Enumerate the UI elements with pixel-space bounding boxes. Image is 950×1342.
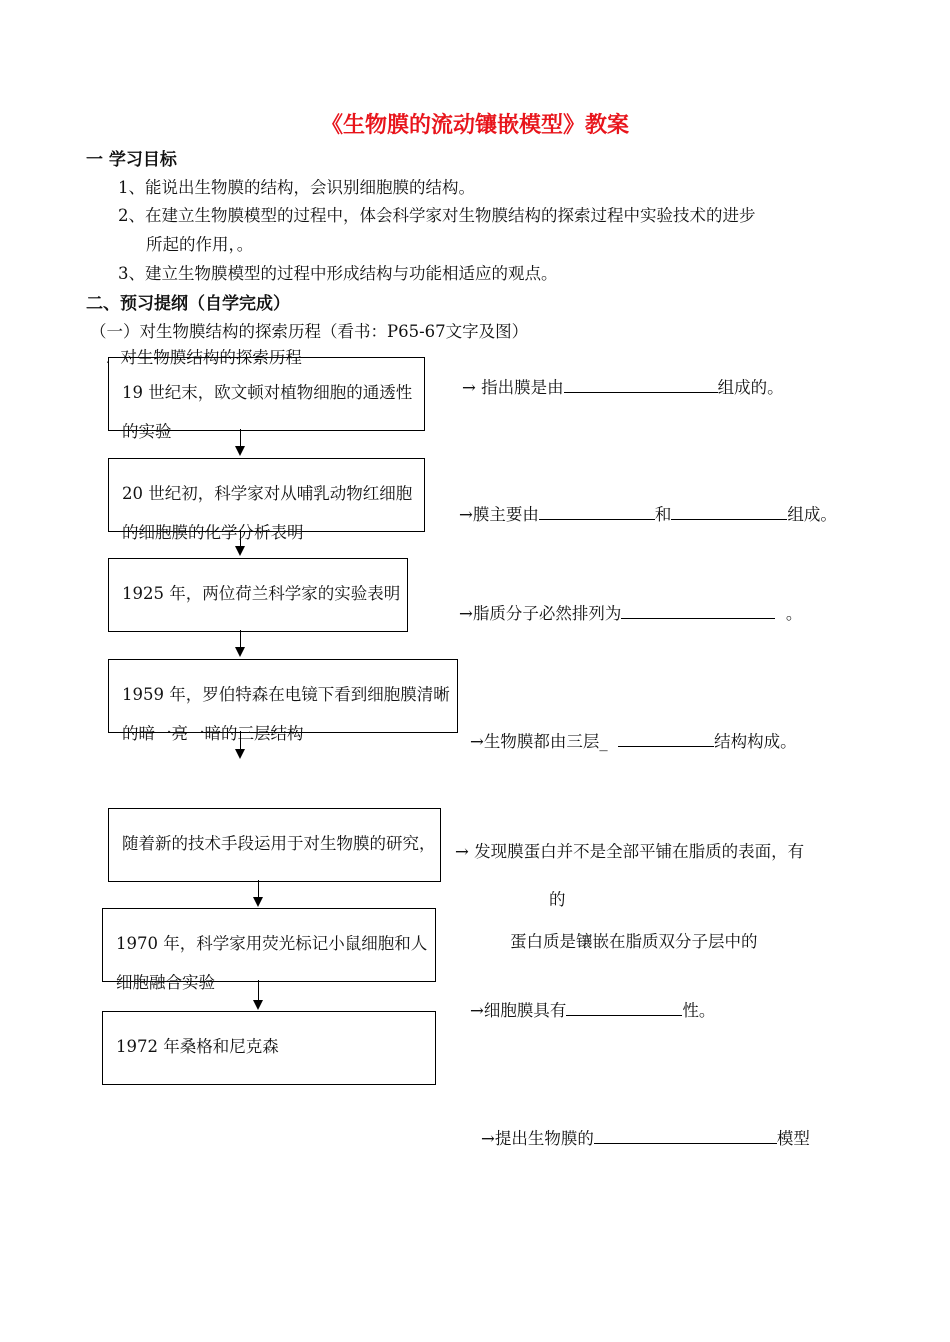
result-4-text-a: →生物膜都由三层_ (470, 732, 608, 751)
flow-box-2-text: 20 世纪初，科学家对从哺乳动物红细胞的细胞膜的化学分析表明 (122, 484, 413, 542)
result-1 (462, 374, 784, 398)
result-5-line-3: 蛋白质是镶嵌在脂质双分子层中的 (510, 932, 758, 951)
result-6-blank (566, 1014, 682, 1016)
objective-item-2-cont: 所起的作用，。 (146, 235, 254, 254)
result-3 (459, 600, 802, 624)
result-4-text-b: 结构构成。 (714, 732, 797, 751)
result-1-text-b: 组成的。 (717, 378, 784, 397)
result-2-text-c: 组成。 (787, 505, 837, 524)
result-1-text-a: → 指出膜是由 (462, 378, 564, 397)
section2-heading: 二、预习提纲（自学完成） (86, 294, 290, 314)
result-1-blank (564, 391, 718, 393)
flow-box-3-text: 1925 年，两位荷兰科学家的实验表明 (122, 584, 401, 603)
flow-arrow-4-line (240, 731, 241, 750)
subheading-2-text: 对生物膜结构的探索历程 (120, 348, 302, 367)
result-5: → 发现膜蛋白并不是全部平铺在脂质的表面，有 (455, 842, 805, 861)
flow-arrow-4-head (235, 749, 245, 759)
objective-item-3: 3、建立生物膜模型的过程中形成结构与功能相适应的观点。 (118, 264, 558, 283)
result-7-text-b: 模型 (776, 1129, 810, 1148)
flow-box-1-text: 19 世纪末，欧文顿对植物细胞的通透性的实验 (122, 383, 413, 441)
result-2-blank-1 (539, 518, 655, 520)
result-7-blank (594, 1142, 777, 1144)
flow-arrow-2-line (240, 530, 241, 547)
flow-arrow-1-head (235, 446, 245, 456)
flow-arrow-1-line (240, 429, 241, 447)
section1-heading: 一 学习目标 (86, 150, 177, 170)
section2-subheading-2: . 对生物膜结构的探索历程 (106, 348, 302, 367)
flow-arrow-2-head (235, 546, 245, 556)
result-3-text-a: →脂质分子必然排列为 (459, 604, 622, 623)
result-3-text-b: 。 (785, 604, 803, 623)
result-5-line-2: 的 (549, 890, 566, 909)
result-3-blank (621, 617, 775, 619)
flow-box-4-text: 1959 年，罗伯特森在电镜下看到细胞膜清晰的暗一亮一暗的三层结构 (122, 685, 450, 743)
result-2-text-a: →膜主要由 (459, 505, 539, 524)
flow-arrow-3-line (240, 630, 241, 648)
result-2 (459, 501, 837, 525)
result-4-blank (618, 745, 714, 747)
flow-arrow-5-line (258, 880, 259, 898)
result-4 (470, 728, 797, 752)
result-6-text-a: →细胞膜具有 (470, 1001, 567, 1020)
result-2-blank-2 (671, 518, 787, 520)
objective-item-1: 1、能说出生物膜的结构，会识别细胞膜的结构。 (118, 178, 475, 197)
flow-box-5-text: 随着新的技术手段运用于对生物膜的研究， (122, 834, 436, 853)
result-6-text-b: 性。 (682, 1001, 716, 1020)
result-7-text-a: →提出生物膜的 (481, 1129, 594, 1148)
result-2-text-b: 和 (654, 505, 672, 524)
flow-box-7-text: 1972 年桑格和尼克森 (116, 1037, 279, 1056)
result-6 (470, 997, 715, 1021)
flow-arrow-6-line (258, 980, 259, 1001)
objective-item-2: 2、在建立生物膜模型的过程中，体会科学家对生物膜结构的探索过程中实验技术的进步 (118, 206, 756, 225)
result-7 (481, 1125, 810, 1149)
section2-subheading: （一）对生物膜结构的探索历程（看书：P65-67文字及图） (90, 322, 529, 341)
flow-arrow-3-head (235, 647, 245, 657)
flow-box-6-text: 1970 年，科学家用荧光标记小鼠细胞和人细胞融合实验 (116, 934, 428, 992)
page-title: 《生物膜的流动镶嵌模型》教案 (320, 113, 629, 138)
flow-arrow-5-head (253, 897, 263, 907)
flow-arrow-6-head (253, 1000, 263, 1010)
